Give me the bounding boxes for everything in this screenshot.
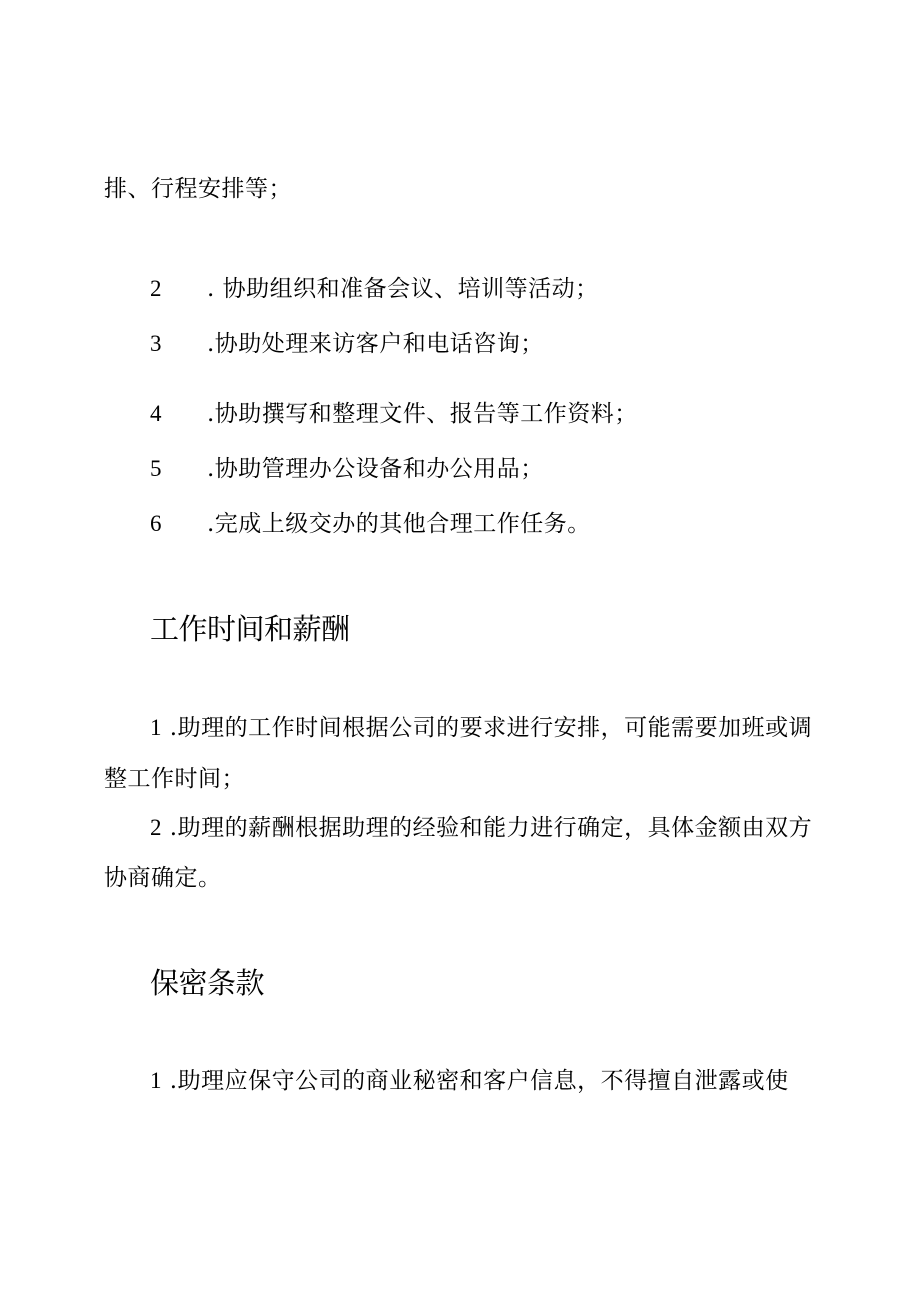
paragraph-number: 1: [150, 1068, 162, 1093]
list-item-text: .协助撰写和整理文件、报告等工作资料；: [207, 401, 638, 427]
paragraph-number: 2: [150, 815, 162, 840]
section-heading-work-time-salary: 工作时间和薪酬: [150, 612, 350, 646]
section-heading-confidentiality: 保密条款: [150, 966, 265, 1000]
list-item-number: 3: [150, 331, 162, 356]
list-item-text: .协助管理办公设备和办公用品；: [207, 456, 544, 482]
list-item-number: 6: [150, 511, 162, 536]
paragraph-line-continuation: 整工作时间；: [104, 766, 245, 792]
continuation-line: 排、行程安排等；: [104, 176, 292, 202]
paragraph-line: [150, 1066, 789, 1096]
list-item-number: 5: [150, 456, 162, 481]
list-item-number: 4: [150, 401, 162, 426]
paragraph-number: 1: [150, 715, 162, 740]
paragraph-text: .助理的薪酬根据助理的经验和能力进行确定，具体金额由双方: [162, 815, 813, 841]
paragraph-line: [150, 813, 812, 843]
paragraph-line-continuation: 协商确定。: [104, 865, 222, 891]
paragraph-text: .助理应保守公司的商业秘密和客户信息，不得擅自泄露或使: [162, 1068, 789, 1094]
list-item-text: . 协助组织和准备会议、培训等活动；: [207, 276, 599, 302]
list-item-text: .协助处理来访客户和电话咨询；: [207, 331, 544, 357]
list-item-text: .完成上级交办的其他合理工作任务。: [207, 511, 591, 537]
list-item-number: 2: [150, 276, 162, 301]
paragraph-text: .助理的工作时间根据公司的要求进行安排，可能需要加班或调: [162, 715, 813, 741]
paragraph-line: [150, 713, 812, 743]
